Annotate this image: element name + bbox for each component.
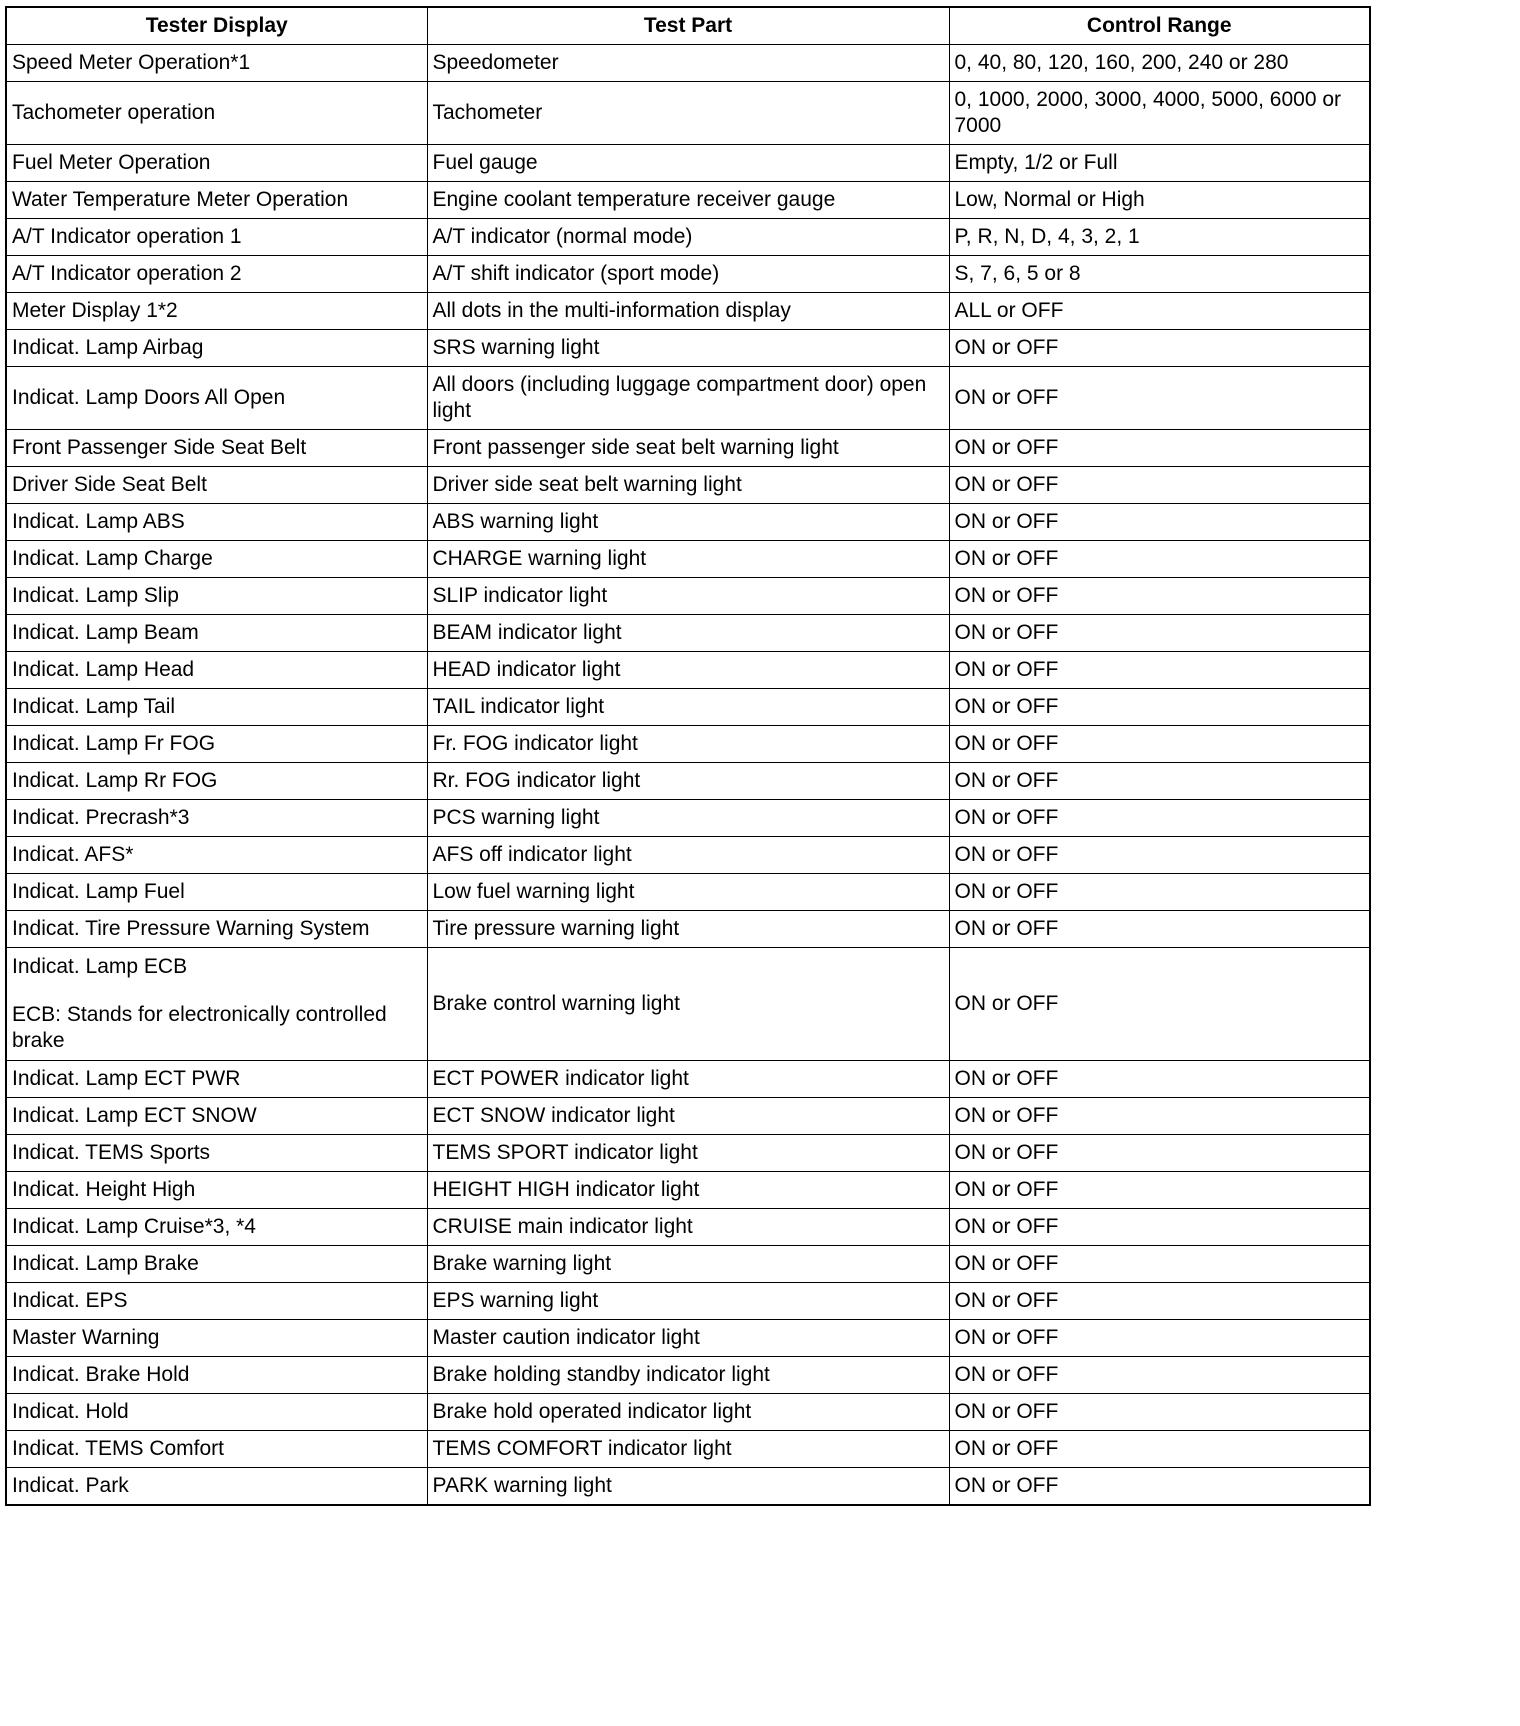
test-part-cell: SRS warning light [427,330,949,367]
test-part-cell: Driver side seat belt warning light [427,467,949,504]
table-row [6,45,1370,82]
tester-display-cell [6,367,427,430]
tester-display-cell [6,1394,427,1431]
tester-display-cell [6,911,427,948]
tester-display-text: Indicat. Height High [12,1178,196,1201]
tester-display-text: Fuel Meter Operation [12,151,211,174]
tester-display-cell [6,1172,427,1209]
tester-display-cell [6,652,427,689]
tester-display-text: Indicat. Lamp Beam [12,621,199,644]
control-range-cell: Empty, 1/2 or Full [949,145,1370,182]
table-header [6,7,1370,45]
control-range-cell: ON or OFF [949,800,1370,837]
table-body [6,45,1370,1506]
test-part-cell: AFS off indicator light [427,837,949,874]
tester-display-cell [6,293,427,330]
table-row [6,1357,1370,1394]
table-row [6,1431,1370,1468]
table-row [6,1468,1370,1506]
test-part-cell: Fuel gauge [427,145,949,182]
header-tester-display: Tester Display [6,7,427,45]
control-range-cell: ON or OFF [949,1394,1370,1431]
test-part-cell: ABS warning light [427,504,949,541]
tester-display-cell [6,504,427,541]
control-range-cell: ON or OFF [949,541,1370,578]
test-part-cell: TAIL indicator light [427,689,949,726]
tester-display-cell [6,256,427,293]
tester-display-cell [6,330,427,367]
test-part-cell: Brake control warning light [427,948,949,1061]
table-row [6,652,1370,689]
tester-display-cell [6,1468,427,1506]
test-part-cell: BEAM indicator light [427,615,949,652]
control-range-cell: ALL or OFF [949,293,1370,330]
control-range-cell: ON or OFF [949,1061,1370,1098]
tester-display-text: Indicat. Lamp Fuel [12,880,185,903]
table-row [6,578,1370,615]
control-range-cell: ON or OFF [949,467,1370,504]
tester-display-cell [6,874,427,911]
tester-display-cell [6,1320,427,1357]
test-part-cell: Front passenger side seat belt warning light [427,430,949,467]
tester-display-text: Indicat. Lamp Airbag [12,336,204,359]
table-row [6,1283,1370,1320]
tester-display-note: ECB: Stands for electronically controlled brake [12,1003,387,1052]
document-page [5,6,1371,1506]
tester-display-text: Master Warning [12,1326,160,1349]
table-row [6,874,1370,911]
tester-display-text: Meter Display 1*2 [12,299,178,322]
table-row [6,1172,1370,1209]
control-range-cell: ON or OFF [949,367,1370,430]
table-row [6,1320,1370,1357]
test-part-cell: PCS warning light [427,800,949,837]
test-part-cell: HEAD indicator light [427,652,949,689]
tester-display-text: A/T Indicator operation 1 [12,225,242,248]
test-part-cell: A/T indicator (normal mode) [427,219,949,256]
table-row [6,367,1370,430]
control-range-cell: ON or OFF [949,911,1370,948]
test-part-cell: Tachometer [427,82,949,145]
test-part-cell: All dots in the multi-information display [427,293,949,330]
tester-display-cell [6,145,427,182]
tester-display-cell [6,1209,427,1246]
tester-display-text: Indicat. Lamp Tail [12,695,176,718]
table-row [6,800,1370,837]
tester-display-cell [6,726,427,763]
table-row [6,837,1370,874]
table-row [6,182,1370,219]
tester-display-cell [6,615,427,652]
control-range-cell: ON or OFF [949,1468,1370,1506]
test-part-cell: HEIGHT HIGH indicator light [427,1172,949,1209]
control-range-cell: ON or OFF [949,874,1370,911]
test-part-cell: Speedometer [427,45,949,82]
test-part-cell: CHARGE warning light [427,541,949,578]
tester-display-cell [6,467,427,504]
tester-display-cell [6,689,427,726]
control-range-cell: ON or OFF [949,652,1370,689]
tester-display-text: Indicat. Precrash*3 [12,806,190,829]
tester-display-text: Indicat. Brake Hold [12,1363,190,1386]
table-row [6,256,1370,293]
tester-display-cell [6,45,427,82]
tester-display-cell [6,1431,427,1468]
table-row [6,911,1370,948]
tester-display-text: Indicat. Lamp Cruise*3, *4 [12,1215,256,1238]
tester-display-text: Front Passenger Side Seat Belt [12,436,307,459]
test-part-cell: Low fuel warning light [427,874,949,911]
control-range-cell: ON or OFF [949,1357,1370,1394]
tester-display-text: Indicat. Lamp ECT SNOW [12,1104,257,1127]
test-part-cell: Rr. FOG indicator light [427,763,949,800]
table-row [6,219,1370,256]
tester-display-cell [6,800,427,837]
control-range-cell: S, 7, 6, 5 or 8 [949,256,1370,293]
tester-display-text: Indicat. Park [12,1474,129,1497]
test-part-cell: Brake warning light [427,1246,949,1283]
control-range-cell: ON or OFF [949,330,1370,367]
tester-display-cell [6,219,427,256]
tester-display-text: Indicat. TEMS Sports [12,1141,211,1164]
control-range-cell: ON or OFF [949,430,1370,467]
test-part-cell: Fr. FOG indicator light [427,726,949,763]
control-range-cell: ON or OFF [949,1283,1370,1320]
tester-display-cell [6,82,427,145]
tester-display-text: Indicat. Lamp Slip [12,584,179,607]
table-row [6,504,1370,541]
tester-display-text: Indicat. Lamp ECT PWR [12,1067,241,1090]
control-range-cell: ON or OFF [949,1431,1370,1468]
table-row [6,1135,1370,1172]
table-row [6,1394,1370,1431]
control-range-cell: ON or OFF [949,1246,1370,1283]
control-range-cell: 0, 40, 80, 120, 160, 200, 240 or 280 [949,45,1370,82]
test-part-cell: EPS warning light [427,1283,949,1320]
table-row [6,726,1370,763]
control-range-cell: ON or OFF [949,1172,1370,1209]
table-row [6,467,1370,504]
tester-display-text: Speed Meter Operation*1 [12,51,251,74]
tester-display-text: Indicat. TEMS Comfort [12,1437,225,1460]
table-row [6,541,1370,578]
tester-display-text: Driver Side Seat Belt [12,473,207,496]
control-range-cell: 0, 1000, 2000, 3000, 4000, 5000, 6000 or 7000 [949,82,1370,145]
tester-display-text: Indicat. Tire Pressure Warning System [12,917,370,940]
table-row [6,615,1370,652]
tester-display-cell [6,948,427,1061]
control-range-cell: P, R, N, D, 4, 3, 2, 1 [949,219,1370,256]
test-part-cell: CRUISE main indicator light [427,1209,949,1246]
tester-display-text: Indicat. Lamp Charge [12,547,213,570]
tester-display-text: Indicat. Hold [12,1400,129,1423]
tester-display-cell [6,1283,427,1320]
table-row [6,293,1370,330]
tester-display-cell [6,1061,427,1098]
test-part-cell: PARK warning light [427,1468,949,1506]
table-row [6,1061,1370,1098]
test-part-cell: Tire pressure warning light [427,911,949,948]
table-row [6,145,1370,182]
tester-display-text: Indicat. Lamp ABS [12,510,185,533]
control-range-cell: ON or OFF [949,1135,1370,1172]
tester-display-text: Indicat. AFS* [12,843,134,866]
table-row [6,763,1370,800]
tester-display-text: Water Temperature Meter Operation [12,188,349,211]
tester-display-cell [6,1357,427,1394]
control-range-cell: ON or OFF [949,1209,1370,1246]
test-part-cell: Engine coolant temperature receiver gauge [427,182,949,219]
table-row [6,1098,1370,1135]
control-range-cell: ON or OFF [949,1320,1370,1357]
tester-display-cell [6,182,427,219]
tester-display-text: Indicat. Lamp Fr FOG [12,732,216,755]
control-range-cell: ON or OFF [949,726,1370,763]
table-row [6,330,1370,367]
tester-display-text: Indicat. Lamp Head [12,658,195,681]
tester-display-text: Tachometer operation [12,101,216,124]
table-row [6,430,1370,467]
header-control-range: Control Range [949,7,1370,45]
tester-display-cell [6,1135,427,1172]
tester-display-text: Indicat. Lamp ECB [12,955,188,978]
test-part-cell: Brake hold operated indicator light [427,1394,949,1431]
table-row [6,689,1370,726]
header-test-part: Test Part [427,7,949,45]
tester-display-text: A/T Indicator operation 2 [12,262,242,285]
test-part-cell: ECT SNOW indicator light [427,1098,949,1135]
test-part-cell: Master caution indicator light [427,1320,949,1357]
control-range-cell: ON or OFF [949,615,1370,652]
tester-display-text: Indicat. EPS [12,1289,128,1312]
table-row [6,948,1370,1061]
control-range-cell: ON or OFF [949,763,1370,800]
tester-display-cell [6,1098,427,1135]
control-range-cell: ON or OFF [949,689,1370,726]
test-part-cell: TEMS COMFORT indicator light [427,1431,949,1468]
table-row [6,82,1370,145]
test-part-cell: SLIP indicator light [427,578,949,615]
active-test-table [5,6,1371,1506]
control-range-cell: ON or OFF [949,578,1370,615]
header-row [6,7,1370,45]
control-range-cell: ON or OFF [949,1098,1370,1135]
control-range-cell: Low, Normal or High [949,182,1370,219]
test-part-cell: ECT POWER indicator light [427,1061,949,1098]
tester-display-cell [6,541,427,578]
test-part-cell: A/T shift indicator (sport mode) [427,256,949,293]
control-range-cell: ON or OFF [949,837,1370,874]
test-part-cell: TEMS SPORT indicator light [427,1135,949,1172]
tester-display-text: Indicat. Lamp Rr FOG [12,769,218,792]
tester-display-text: Indicat. Lamp Brake [12,1252,199,1275]
test-part-cell: All doors (including luggage compartment door) open light [427,367,949,430]
tester-display-cell [6,430,427,467]
tester-display-text: Indicat. Lamp Doors All Open [12,386,286,409]
tester-display-cell [6,578,427,615]
control-range-cell: ON or OFF [949,948,1370,1061]
table-row [6,1209,1370,1246]
test-part-cell: Brake holding standby indicator light [427,1357,949,1394]
control-range-cell: ON or OFF [949,504,1370,541]
tester-display-cell [6,763,427,800]
tester-display-cell [6,1246,427,1283]
table-row [6,1246,1370,1283]
tester-display-cell [6,837,427,874]
